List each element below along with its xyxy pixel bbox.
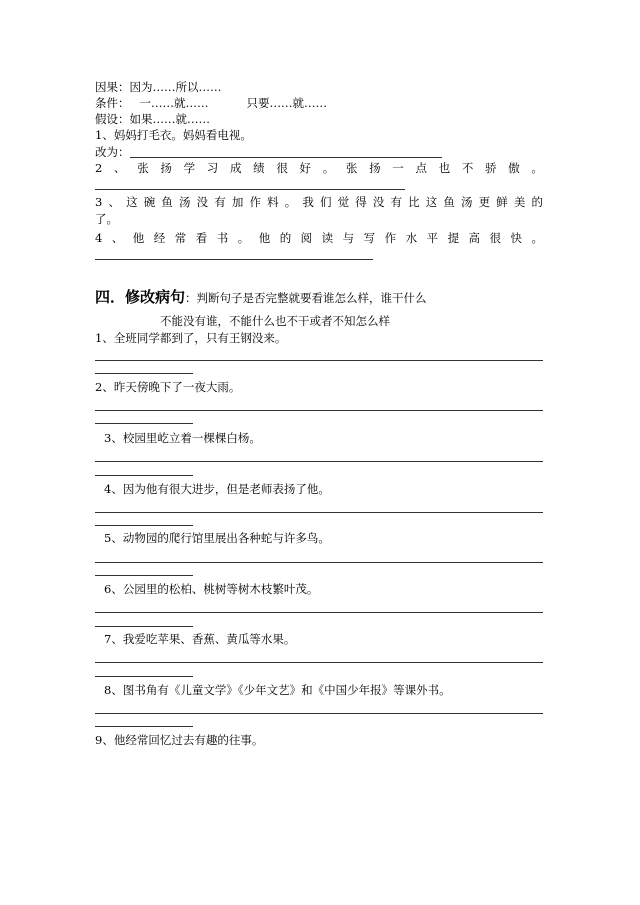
exercise-char: 碗 (143, 195, 156, 209)
exercise-char: 高 (468, 231, 481, 245)
correction-item-5: 5、动物园的爬行馆里展出各种蛇与许多鸟。 (104, 531, 330, 545)
section-4-description: ：判断句子是否完整就要看谁怎么样，谁干什么 (185, 291, 427, 305)
answer-line (95, 423, 193, 424)
exercise-char: 鱼 (161, 195, 173, 209)
exercise-char: 成 (229, 161, 242, 175)
conditional-label: 条件： (95, 96, 130, 110)
exercise-char: 有 (390, 195, 402, 209)
exercise-char: 没 (196, 195, 209, 209)
correction-item-6: 6、公园里的松柏、桃树等树木枝繁叶茂。 (104, 582, 319, 596)
exercise-char: 读 (321, 231, 334, 245)
exercise-char: 的 (531, 195, 543, 209)
exercise-3 (95, 197, 543, 209)
exercise-char: 。 (531, 161, 543, 175)
exercise-char: 2 (95, 161, 103, 175)
section-4-description-2: 不能没有谁，不能什么也不干或者不知怎么样 (160, 314, 390, 328)
exercise-char: 作 (384, 231, 397, 245)
exercise-char: 提 (447, 231, 460, 245)
answer-line (95, 612, 543, 613)
exercise-char: 4 (95, 231, 103, 245)
exercise-char: 傲 (508, 161, 520, 175)
exercise-char: 绩 (253, 161, 265, 175)
exercise-char: 很 (276, 161, 288, 175)
exercise-char: 点 (415, 161, 427, 175)
correction-item-3: 3、校园里屹立着一棵棵白杨。 (104, 431, 261, 445)
exercise-char: 的 (279, 231, 292, 245)
exercise-char: 与 (342, 231, 355, 245)
exercise-char: 、 (108, 195, 120, 209)
exercise-char: 阅 (300, 231, 313, 245)
hypothetical-conj: 假设：如果……就…… (95, 112, 210, 126)
correction-item-9: 9、他经常回忆过去有趣的往事。 (95, 733, 264, 747)
exercise-1-answer-prefix: 改为： (95, 145, 130, 159)
exercise-char: 习 (206, 161, 219, 175)
exercise-char: 。 (531, 231, 543, 245)
exercise-char: 、 (114, 161, 126, 175)
conditional-conj (95, 98, 327, 110)
exercise-char: 3 (95, 195, 103, 209)
correction-item-4: 4、因为他有很大进步，但是老师表扬了他。 (104, 482, 330, 496)
exercise-char: 平 (426, 231, 439, 245)
exercise-char: 经 (153, 231, 166, 245)
exercise-char: 不 (461, 161, 474, 175)
exercise-char: 美 (513, 195, 526, 209)
exercise-char: 骄 (485, 161, 497, 175)
exercise-3-continued: 了。 (95, 212, 118, 226)
exercise-char: 这 (425, 195, 438, 209)
exercise-char: 书 (216, 231, 229, 245)
exercise-char: 写 (363, 231, 376, 245)
answer-line (95, 475, 193, 476)
exercise-char: 。 (237, 231, 250, 245)
exercise-char: 扬 (160, 161, 172, 175)
answer-line (95, 626, 193, 627)
exercise-char: 得 (355, 195, 367, 209)
exercise-char: 们 (319, 195, 332, 209)
conditional-pattern-1: 一……就…… (139, 96, 209, 110)
answer-line (95, 512, 543, 513)
exercise-char: 也 (438, 161, 451, 175)
exercise-char: 。 (284, 195, 297, 209)
answer-line (95, 575, 193, 576)
exercise-char: 我 (302, 195, 314, 209)
exercise-char: 看 (195, 231, 208, 245)
exercise-1: 1、妈妈打毛衣。妈妈看电视。 (95, 128, 252, 142)
answer-line (95, 662, 543, 663)
exercise-char: 作 (249, 195, 261, 209)
exercise-char: 鲜 (496, 195, 508, 209)
exercise-char: 更 (478, 195, 491, 209)
exercise-char: 扬 (369, 161, 381, 175)
exercise-char: 没 (372, 195, 385, 209)
exercise-char: 张 (137, 161, 149, 175)
exercise-char: 有 (214, 195, 226, 209)
causal-conj: 因果：因为……所以…… (95, 80, 222, 94)
exercise-char: 好 (299, 161, 312, 175)
exercise-char: 他 (258, 231, 271, 245)
exercise-char: 这 (126, 195, 138, 209)
exercise-char: 比 (408, 195, 420, 209)
exercise-char: 汤 (178, 195, 191, 209)
answer-line (95, 676, 193, 677)
exercise-char: 汤 (460, 195, 473, 209)
exercise-char: 快 (510, 231, 523, 245)
exercise-char: 觉 (337, 195, 350, 209)
answer-line (95, 562, 543, 563)
exercise-char: 常 (174, 231, 187, 245)
correction-item-2: 2、昨天傍晚下了一夜大雨。 (95, 380, 241, 394)
exercise-char: 张 (345, 161, 358, 175)
exercise-2 (95, 163, 543, 175)
exercise-char: 。 (322, 161, 335, 175)
correction-item-7: 7、我爱吃苹果、香蕉、黄瓜等水果。 (104, 632, 296, 646)
correction-item-8: 8、图书角有《儿童文学》《少年文艺》和《中国少年报》等课外书。 (104, 683, 451, 697)
answer-line (95, 360, 543, 361)
exercise-char: 一 (392, 161, 404, 175)
exercise-char: 、 (111, 231, 124, 245)
conditional-pattern-2: 只要……就…… (246, 96, 327, 110)
answer-line (95, 461, 543, 462)
exercise-char: 水 (405, 231, 418, 245)
answer-line (95, 410, 543, 411)
exercise-char: 料 (267, 195, 279, 209)
section-4-heading (95, 289, 427, 305)
answer-line (95, 713, 543, 714)
exercise-char: 鱼 (443, 195, 455, 209)
exercise-char: 他 (132, 231, 145, 245)
exercise-char: 很 (489, 231, 502, 245)
correction-item-1: 1、全班同学都到了，只有王钢没来。 (95, 331, 287, 345)
exercise-char: 加 (231, 195, 244, 209)
exercise-char: 学 (183, 161, 196, 175)
section-4-title: 四．修改病句 (95, 288, 186, 306)
answer-line (130, 157, 442, 158)
answer-line (95, 373, 193, 374)
answer-line (95, 259, 373, 260)
answer-line (95, 525, 193, 526)
answer-line (95, 189, 405, 190)
exercise-4 (95, 233, 543, 245)
answer-line (95, 726, 193, 727)
